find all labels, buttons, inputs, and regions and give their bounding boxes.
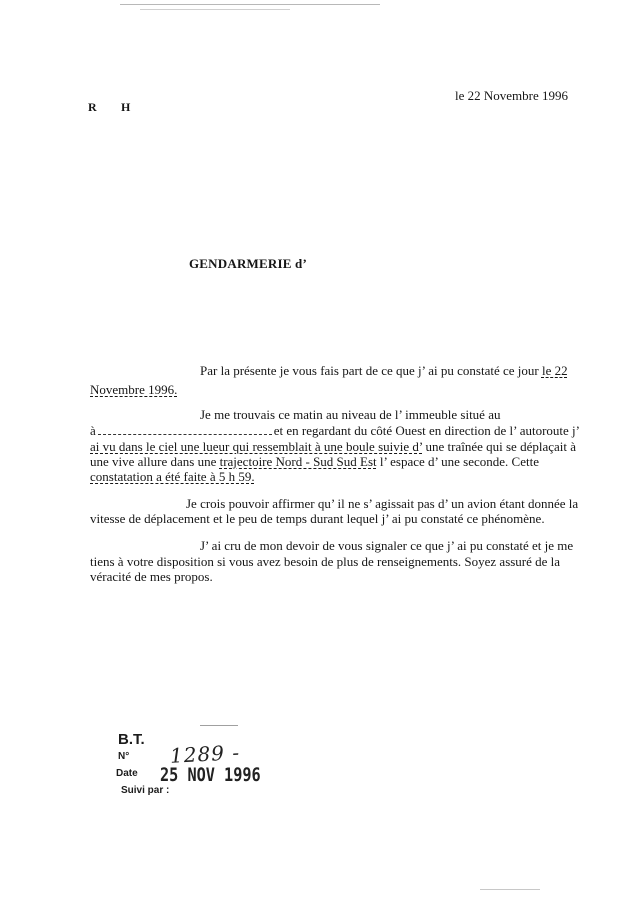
scan-artifact-line	[480, 889, 540, 890]
para2-line2-a: à	[90, 423, 96, 438]
para4-line2: tiens à votre disposition si vous avez besoin de plus de renseignements. Soyez assuré de la	[90, 554, 561, 569]
para1-line2-underlined: Novembre 1996.	[90, 382, 178, 397]
para2-line1: Je me trouvais ce matin au niveau de l’ immeuble situé au	[200, 407, 501, 422]
para2-line4	[90, 454, 586, 470]
stamp-title: B.T.	[118, 731, 145, 748]
para2-line4-underlined: trajectoire Nord - Sud Sud Est	[219, 454, 377, 469]
para2-line3-rest: une traînée qui se déplaçait à	[422, 439, 577, 454]
para2-line5-underlined: constatation a été faite à 5 h 59.	[90, 469, 255, 484]
scan-artifact-line	[140, 9, 290, 10]
stamp-date-value: 25 NOV 1996	[160, 764, 261, 786]
letter-date: le 22 Novembre 1996	[455, 88, 569, 103]
address-blank	[98, 433, 272, 435]
recipient: GENDARMERIE d’	[189, 256, 308, 271]
para2-line2	[90, 423, 586, 439]
para2-line3-underlined: ai vu dans le ciel une lueur qui ressemblait à une boule suivie d’	[90, 439, 423, 454]
stamp-number-handwritten: 1289 -	[169, 740, 241, 768]
initial-h: H	[121, 100, 131, 114]
para1-line2	[90, 382, 586, 398]
stamp-date-label: Date	[116, 768, 138, 779]
initial-r: R	[88, 100, 97, 114]
para1-line1	[200, 363, 586, 379]
stamp-number-label: N°	[118, 751, 130, 762]
para2-line2-rest: et en regardant du côté Ouest en direction de l’ autoroute j’	[273, 423, 580, 438]
stamp-followup-label: Suivi par :	[121, 785, 170, 796]
para2-line4-b: l’ espace d’ une seconde. Cette	[376, 454, 539, 469]
para1-line1-underlined: le 22	[541, 363, 568, 378]
para1-line1-prefix: Par la présente je vous fais part de ce que j’ ai pu constaté ce jour	[200, 363, 542, 378]
para4-line1: J’ ai cru de mon devoir de vous signaler ce que j’ ai pu constaté et je me	[200, 538, 574, 553]
sender-initials	[88, 100, 130, 115]
stamp-rule	[200, 725, 238, 726]
para2-line5	[90, 469, 586, 485]
para3-line2: vitesse de déplacement et le peu de temps durant lequel j’ ai pu constaté ce phénomène.	[90, 511, 545, 526]
para2-line3	[90, 439, 586, 455]
para4-line3: véracité de mes propos.	[90, 569, 213, 584]
para2-line4-a: une vive allure dans une	[90, 454, 220, 469]
para3-line1: Je crois pouvoir affirmer qu’ il ne s’ agissait pas d’ un avion étant donnée la	[186, 496, 579, 511]
scan-artifact-line	[120, 4, 380, 5]
